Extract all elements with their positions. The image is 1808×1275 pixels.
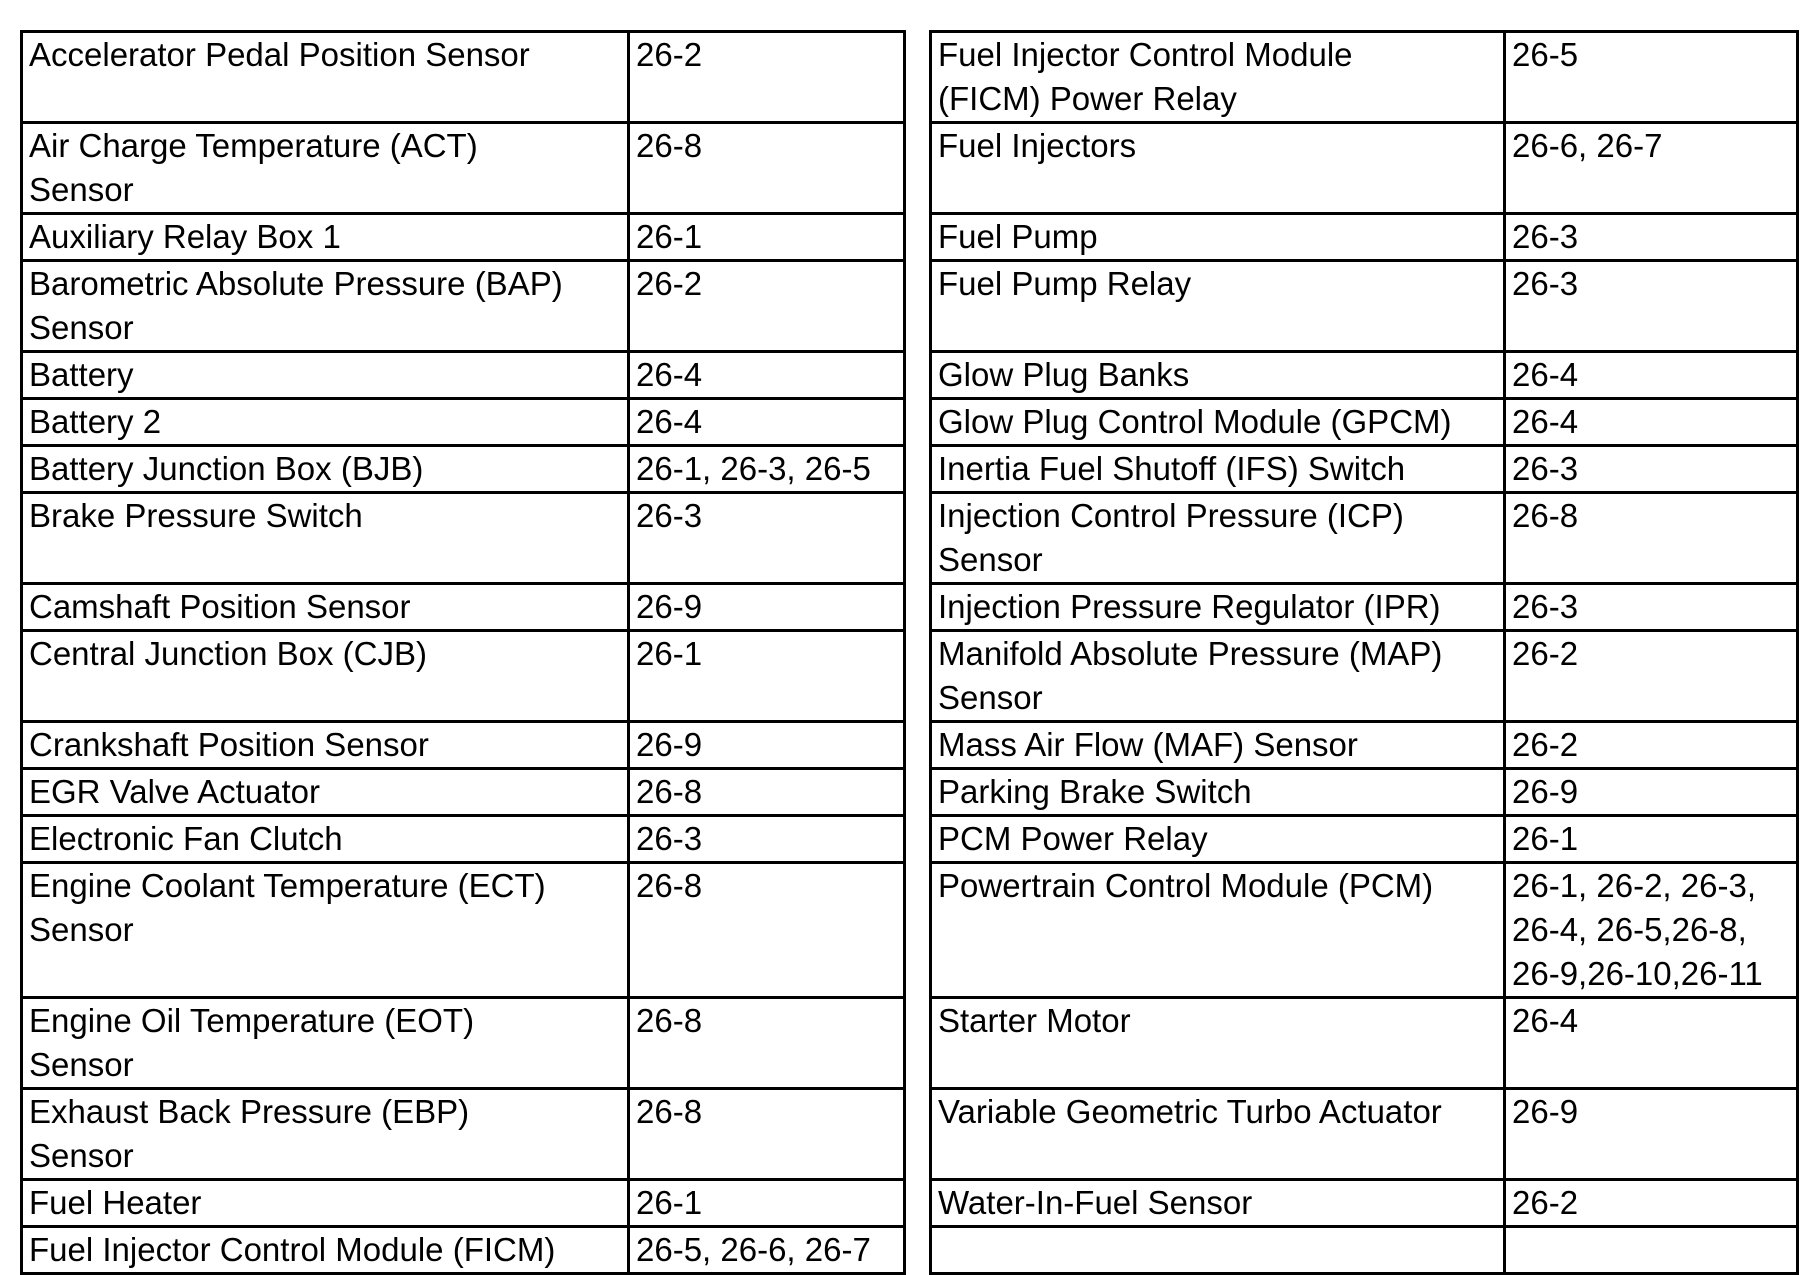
left-component-name: Fuel Heater (22, 1180, 629, 1227)
right-page-ref: 26-9 (1505, 1089, 1798, 1180)
right-component-name: Mass Air Flow (MAF) Sensor (931, 722, 1505, 769)
table-row (22, 863, 1798, 998)
right-page-ref: 26-1 (1505, 816, 1798, 863)
left-page-ref: 26-9 (629, 584, 905, 631)
right-page-ref: 26-8 (1505, 493, 1798, 584)
table-row (22, 631, 1798, 722)
left-component-name: Battery (22, 352, 629, 399)
right-page-ref: 26-2 (1505, 722, 1798, 769)
table-row (22, 123, 1798, 214)
right-page-ref: 26-3 (1505, 584, 1798, 631)
right-component-name: Variable Geometric Turbo Actuator (931, 1089, 1505, 1180)
left-page-ref: 26-2 (629, 261, 905, 352)
right-component-name: Parking Brake Switch (931, 769, 1505, 816)
left-page-ref: 26-1, 26-3, 26-5 (629, 446, 905, 493)
right-page-ref: 26-4 (1505, 399, 1798, 446)
right-component-name: Fuel Injector Control Module (FICM) Power Relay (931, 32, 1505, 123)
left-component-name: EGR Valve Actuator (22, 769, 629, 816)
table-row (22, 816, 1798, 863)
component-index-table (20, 30, 1799, 1275)
right-page-ref: 26-5 (1505, 32, 1798, 123)
right-page-ref: 26-4 (1505, 998, 1798, 1089)
column-gap (905, 399, 931, 446)
left-page-ref: 26-1 (629, 1180, 905, 1227)
table-row (22, 722, 1798, 769)
column-gap (905, 1180, 931, 1227)
table-row (22, 584, 1798, 631)
left-component-name: Battery Junction Box (BJB) (22, 446, 629, 493)
left-component-name: Camshaft Position Sensor (22, 584, 629, 631)
table-row (22, 1227, 1798, 1274)
left-component-name: Engine Coolant Temperature (ECT) Sensor (22, 863, 629, 998)
table-row (22, 214, 1798, 261)
left-component-name: Engine Oil Temperature (EOT) Sensor (22, 998, 629, 1089)
left-component-name: Central Junction Box (CJB) (22, 631, 629, 722)
column-gap (905, 722, 931, 769)
column-gap (905, 998, 931, 1089)
table-row (22, 352, 1798, 399)
column-gap (905, 261, 931, 352)
column-gap (905, 1227, 931, 1274)
left-page-ref: 26-8 (629, 1089, 905, 1180)
right-page-ref: 26-3 (1505, 446, 1798, 493)
table-row (22, 261, 1798, 352)
left-component-name: Barometric Absolute Pressure (BAP) Sensor (22, 261, 629, 352)
left-page-ref: 26-4 (629, 399, 905, 446)
table-row (22, 998, 1798, 1089)
left-page-ref: 26-5, 26-6, 26-7 (629, 1227, 905, 1274)
right-page-ref: 26-3 (1505, 214, 1798, 261)
left-page-ref: 26-8 (629, 123, 905, 214)
column-gap (905, 352, 931, 399)
left-component-name: Fuel Injector Control Module (FICM) (22, 1227, 629, 1274)
right-component-name: Inertia Fuel Shutoff (IFS) Switch (931, 446, 1505, 493)
column-gap (905, 493, 931, 584)
left-page-ref: 26-4 (629, 352, 905, 399)
table-row (22, 32, 1798, 123)
left-page-ref: 26-3 (629, 493, 905, 584)
right-component-name: Glow Plug Control Module (GPCM) (931, 399, 1505, 446)
left-component-name: Exhaust Back Pressure (EBP) Sensor (22, 1089, 629, 1180)
left-page-ref: 26-2 (629, 32, 905, 123)
right-component-name (931, 1227, 1505, 1274)
right-component-name: Manifold Absolute Pressure (MAP) Sensor (931, 631, 1505, 722)
table-row (22, 1180, 1798, 1227)
column-gap (905, 769, 931, 816)
table-row (22, 1089, 1798, 1180)
right-component-name: Starter Motor (931, 998, 1505, 1089)
left-page-ref: 26-3 (629, 816, 905, 863)
left-page-ref: 26-8 (629, 863, 905, 998)
column-gap (905, 446, 931, 493)
right-component-name: Fuel Pump Relay (931, 261, 1505, 352)
column-gap (905, 214, 931, 261)
left-component-name: Battery 2 (22, 399, 629, 446)
column-gap (905, 1089, 931, 1180)
left-page-ref: 26-1 (629, 631, 905, 722)
right-page-ref: 26-6, 26-7 (1505, 123, 1798, 214)
left-component-name: Air Charge Temperature (ACT) Sensor (22, 123, 629, 214)
column-gap (905, 816, 931, 863)
left-page-ref: 26-9 (629, 722, 905, 769)
right-component-name: Glow Plug Banks (931, 352, 1505, 399)
column-gap (905, 32, 931, 123)
left-component-name: Auxiliary Relay Box 1 (22, 214, 629, 261)
right-component-name: Water-In-Fuel Sensor (931, 1180, 1505, 1227)
left-page-ref: 26-8 (629, 998, 905, 1089)
left-page-ref: 26-8 (629, 769, 905, 816)
left-page-ref: 26-1 (629, 214, 905, 261)
table-row (22, 769, 1798, 816)
right-component-name: Powertrain Control Module (PCM) (931, 863, 1505, 998)
left-component-name: Brake Pressure Switch (22, 493, 629, 584)
right-component-name: Fuel Injectors (931, 123, 1505, 214)
table-row (22, 446, 1798, 493)
table-row (22, 399, 1798, 446)
left-component-name: Electronic Fan Clutch (22, 816, 629, 863)
column-gap (905, 584, 931, 631)
table-row (22, 493, 1798, 584)
right-page-ref: 26-9 (1505, 769, 1798, 816)
right-page-ref: 26-2 (1505, 631, 1798, 722)
right-page-ref: 26-3 (1505, 261, 1798, 352)
right-page-ref: 26-2 (1505, 1180, 1798, 1227)
right-component-name: PCM Power Relay (931, 816, 1505, 863)
right-page-ref: 26-4 (1505, 352, 1798, 399)
right-page-ref: 26-1, 26-2, 26-3, 26-4, 26-5,26-8, 26-9,26-10,26-11 (1505, 863, 1798, 998)
right-component-name: Injection Pressure Regulator (IPR) (931, 584, 1505, 631)
left-component-name: Accelerator Pedal Position Sensor (22, 32, 629, 123)
right-component-name: Fuel Pump (931, 214, 1505, 261)
column-gap (905, 123, 931, 214)
right-component-name: Injection Control Pressure (ICP) Sensor (931, 493, 1505, 584)
table-body (22, 32, 1798, 1274)
column-gap (905, 863, 931, 998)
left-component-name: Crankshaft Position Sensor (22, 722, 629, 769)
right-page-ref (1505, 1227, 1798, 1274)
column-gap (905, 631, 931, 722)
